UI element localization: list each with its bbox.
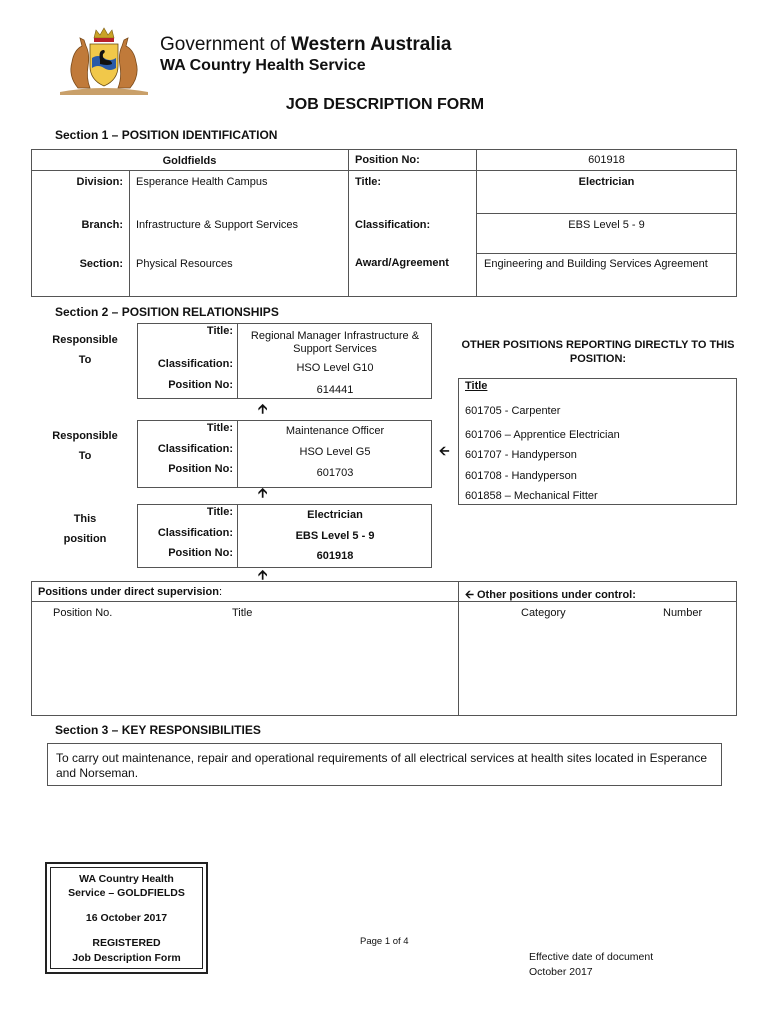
- other-control-label: Other positions under control:: [477, 589, 636, 601]
- box1-title-label: Title:: [206, 325, 233, 337]
- up-arrow-icon: 🡩: [258, 401, 268, 416]
- classification-value: EBS Level 5 - 9: [568, 219, 645, 231]
- box2-classification-value: HSO Level G5: [299, 446, 371, 458]
- this-text: This: [73, 513, 97, 525]
- responsible-text: Responsible: [52, 334, 118, 346]
- list-item: 601708 - Handyperson: [465, 470, 577, 482]
- box2-position-no-value: 601703: [316, 467, 354, 479]
- position-text: position: [63, 533, 107, 545]
- stamp-line3: REGISTERED: [92, 937, 161, 949]
- list-item: 601707 - Handyperson: [465, 449, 577, 461]
- other-control-heading: [465, 586, 636, 605]
- section-value: Physical Resources: [136, 258, 233, 270]
- list-item: 601706 – Apprentice Electrician: [465, 429, 620, 441]
- to-text: To: [78, 450, 92, 462]
- list-item: 601705 - Carpenter: [465, 405, 561, 417]
- box1-title-value: Regional Manager Infrastructure & Support Services: [250, 330, 420, 355]
- other-positions-list: [458, 378, 737, 505]
- to-text: To: [78, 354, 92, 366]
- section-label: Section:: [79, 258, 123, 270]
- branch-label: Branch:: [81, 219, 123, 231]
- list-item: 601858 – Mechanical Fitter: [465, 490, 598, 502]
- agency-name: WA Country Health Service: [160, 57, 366, 74]
- award-value: Engineering and Building Services Agreement: [484, 258, 708, 270]
- division-label: Division:: [76, 176, 123, 188]
- section3-heading: Section 3 – KEY RESPONSIBILITIES: [55, 723, 261, 737]
- box3-classification-value: EBS Level 5 - 9: [295, 530, 375, 542]
- form-title: JOB DESCRIPTION FORM: [285, 96, 485, 113]
- government-name: [160, 35, 451, 55]
- box1-classification-label: Classification:: [157, 358, 233, 370]
- sup-col-title: Title: [232, 607, 253, 619]
- box1-position-no-label: Position No:: [168, 379, 233, 391]
- box3-position-no-value: 601918: [316, 550, 354, 562]
- key-responsibilities-text: To carry out maintenance, repair and operational requirements of all electrical services at health sites located in Esperance and Norseman.: [56, 751, 708, 780]
- branch-value: Infrastructure & Support Services: [136, 219, 299, 231]
- classification-label: Classification:: [355, 219, 431, 231]
- responsible-text: Responsible: [52, 430, 118, 442]
- supervision-colon: :: [218, 586, 222, 598]
- effective-date-value: October 2017: [529, 966, 593, 978]
- box2-position-no-label: Position No:: [168, 463, 233, 475]
- sup-col-position-no: Position No.: [53, 607, 113, 619]
- other-positions-heading: OTHER POSITIONS REPORTING DIRECTLY TO THIS POSITION:: [461, 339, 735, 365]
- supervision-label: Positions under direct supervision: [38, 586, 219, 598]
- coat-of-arms-logo: [56, 26, 152, 96]
- government-label: Government of: [160, 34, 291, 55]
- up-arrow-icon: 🡩: [258, 567, 268, 582]
- title-value: Electrician: [578, 176, 635, 188]
- up-arrow-icon: 🡩: [258, 485, 268, 500]
- left-arrow-icon: 🡨: [439, 443, 450, 458]
- award-label: Award/Agreement: [355, 257, 449, 269]
- box3-position-no-label: Position No:: [168, 547, 233, 559]
- section2-heading: Section 2 – POSITION RELATIONSHIPS: [55, 305, 279, 319]
- box2-title-value: Maintenance Officer: [285, 425, 385, 437]
- supervision-heading: [38, 586, 222, 598]
- ctrl-col-category: Category: [521, 607, 566, 619]
- box1-classification-value: HSO Level G10: [296, 362, 374, 374]
- left-arrow-icon: 🡨: [465, 589, 474, 601]
- responsible-to-label-2: [40, 426, 130, 466]
- ctrl-col-number: Number: [663, 607, 703, 619]
- box1-position-no-value: 614441: [316, 384, 354, 396]
- stamp-line2: Service – GOLDFIELDS: [68, 887, 185, 899]
- box3-title-value: Electrician: [307, 509, 363, 521]
- effective-date-label: Effective date of document: [529, 951, 654, 963]
- box3-title-label: Title:: [206, 506, 233, 518]
- stamp-line1: WA Country Health: [79, 873, 174, 885]
- section1-heading: Section 1 – POSITION IDENTIFICATION: [55, 128, 278, 142]
- division-value: Esperance Health Campus: [136, 176, 268, 188]
- stamp-date: 16 October 2017: [85, 912, 168, 924]
- box2-title-label: Title:: [206, 422, 233, 434]
- title-label: Title:: [355, 176, 382, 188]
- box3-classification-label: Classification:: [157, 527, 233, 539]
- box2-classification-label: Classification:: [157, 443, 233, 455]
- position-no-label: Position No:: [355, 154, 420, 166]
- stamp-line4: Job Description Form: [72, 952, 181, 964]
- region-label: Goldfields: [162, 155, 217, 167]
- other-positions-title-header: Title: [465, 380, 488, 392]
- state-name: Western Australia: [290, 34, 452, 55]
- this-position-label: [40, 509, 130, 549]
- position-no-value: 601918: [588, 154, 625, 166]
- page-number: Page 1 of 4: [360, 936, 409, 947]
- responsible-to-label-1: [40, 330, 130, 370]
